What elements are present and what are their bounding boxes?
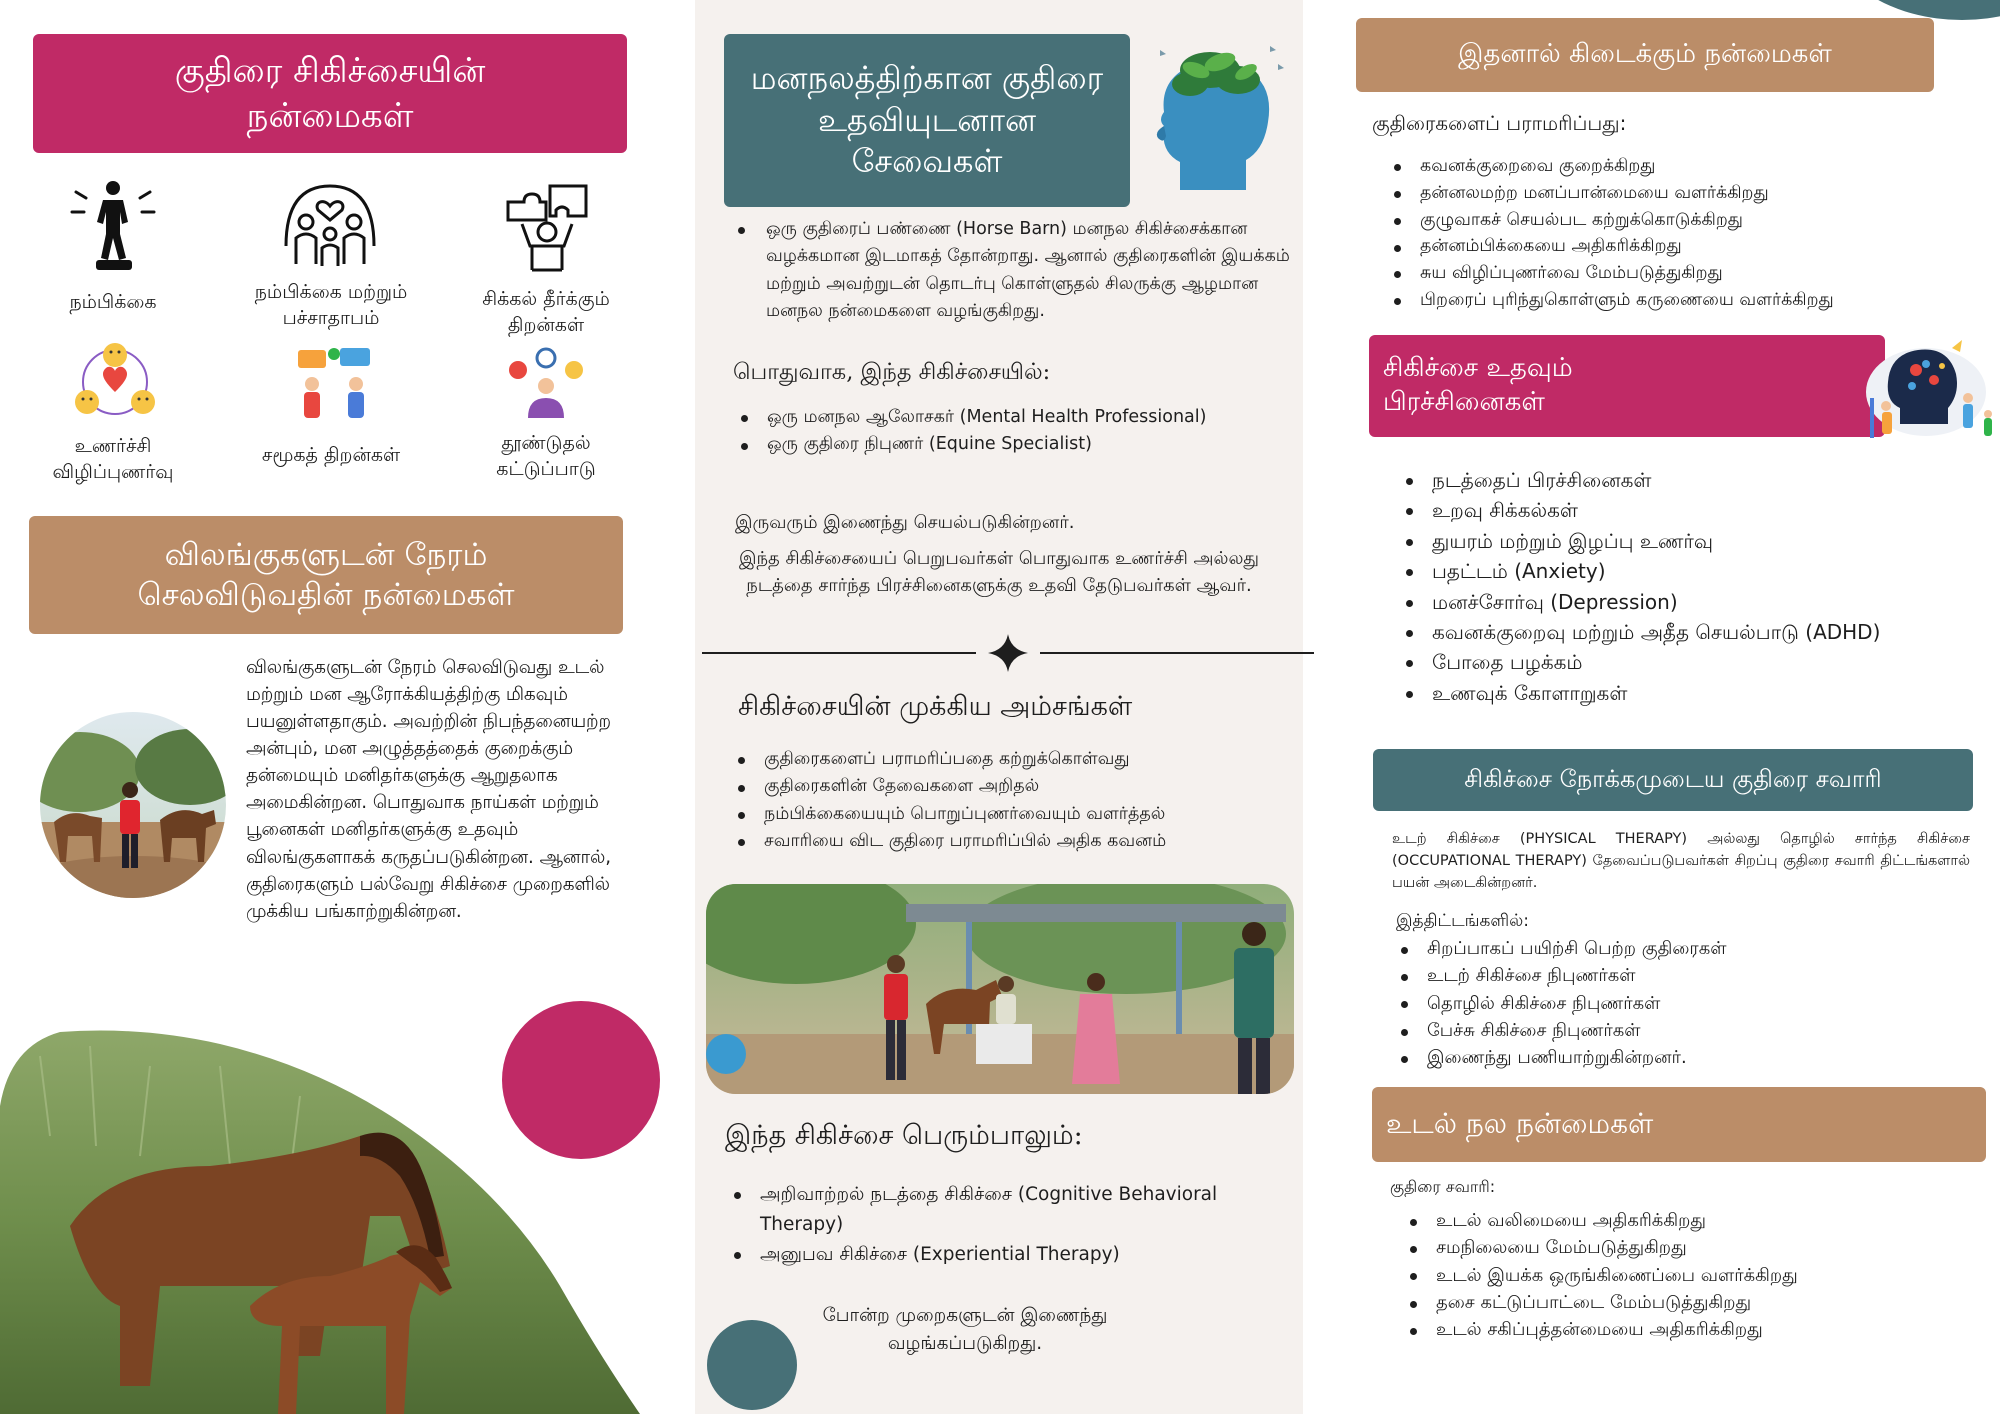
together-text: இருவரும் இணைந்து செயல்படுகின்றனர். (735, 512, 1075, 533)
role-item: ஒரு மனநல ஆலோசகர் (Mental Health Professional) (733, 404, 1293, 431)
physical-item: உடல் சகிப்புத்தன்மையை அதிகரிக்கிறது (1402, 1316, 1982, 1343)
animals-paragraph: விலங்குகளுடன் நேரம் செலவிடுவது உடல் மற்றும் மன ஆரோக்கியத்திற்கு மிகவும் பயனுள்ளதாகும். அவற்றின் நிபந்தனையற்ற அன்பும், மன அழுத்தத்தைக் குறைக்கும் தன்மையும் மனிதர்களுக்கு ஆறுதலாக அமைகின்றன. பொதுவாக நாய்கள் மற்றும் பூனைகள் மனிதர்களுக்கு உதவும் விலங்குகளாகக் கருதப்படுகின்றன. ஆனால், குதிரைகளும் பல்வேறு சிகிச்சை முறைகளில் முக்கிய பங்காற்றுகின்றன. (246, 657, 612, 922)
riding-title: சிகிச்சை நோக்கமுடைய குதிரை சவாரி (1373, 749, 1973, 811)
key-item: குதிரைகளின் தேவைகளை அறிதல் (730, 773, 1310, 800)
issue-item: துயரம் மற்றும் இழப்பு உணர்வு (1398, 526, 1988, 556)
program-item: சிறப்பாகப் பயிற்சி பெற்ற குதிரைகள் (1393, 935, 1973, 962)
benefits-title: குதிரை சிகிச்சையின் நன்மைகள் (33, 34, 627, 153)
services-title: மனநலத்திற்கான குதிரை உதவியுடனான சேவைகள் (724, 34, 1130, 207)
physical-list (1402, 1207, 1982, 1344)
riding-text: உடற் சிகிச்சை (PHYSICAL THERAPY) அல்லது தொழில் சார்ந்த சிகிச்சை (OCCUPATIONAL THERAPY) தேவைப்படுபவர்கள் சிறப்பு குதிரை சவாரி திட்டங்களால் பயன் அடைகின்றனர். (1392, 831, 1970, 891)
physical-item: உடல் வலிமையை அதிகரிக்கிறது (1402, 1207, 1982, 1234)
people-chat-icon (294, 346, 374, 422)
horses-photo (40, 712, 226, 898)
caring-item: கவனக்குறைவை குறைக்கிறது (1386, 153, 1986, 180)
methods-list (726, 1180, 1266, 1270)
mind-leaves-icon (1150, 40, 1288, 200)
key-list (730, 746, 1310, 855)
combined-text: போன்ற முறைகளுடன் இணைந்து வழங்கப்படுகிறது. (822, 1305, 1108, 1354)
issue-item: உணவுக் கோளாறுகள் (1398, 678, 1988, 708)
issue-item: நடத்தைப் பிரச்சினைகள் (1398, 465, 1988, 495)
icon-label-confidence: நம்பிக்கை (69, 291, 157, 313)
key-item: குதிரைகளைப் பராமரிப்பதை கற்றுக்கொள்வது (730, 746, 1310, 773)
caring-list (1386, 153, 1986, 314)
issue-item: பதட்டம் (Anxiety) (1398, 556, 1988, 586)
riding-label: குதிரை சவாரி: (1390, 1177, 1496, 1196)
gains-title: இதனால் கிடைக்கும் நன்மைகள் (1356, 18, 1934, 92)
person-on-podium-icon (68, 174, 158, 274)
caring-item: குழுவாகச் செயல்பட கற்றுக்கொடுக்கிறது (1386, 207, 1986, 234)
issue-item: போதை பழக்கம் (1398, 647, 1988, 677)
icon-label-problem-solving: சிக்கல் தீர்க்கும் திறன்கள் (482, 288, 610, 336)
key-item: நம்பிக்கையையும் பொறுப்புணர்வையும் வளர்த்தல் (730, 801, 1310, 828)
barn-group-photo (706, 884, 1294, 1094)
emotion-faces-icon (72, 340, 158, 424)
issues-list (1398, 465, 1988, 708)
method-item: அறிவாற்றல் நடத்தை சிகிச்சை (Cognitive Behavioral Therapy) (726, 1180, 1266, 1240)
programs-label: இத்திட்டங்களில்: (1396, 911, 1529, 931)
physical-title: உடல் நல நன்மைகள் (1372, 1087, 1986, 1162)
generally-heading: பொதுவாக, இந்த சிகிச்சையில்: (733, 359, 1051, 385)
issue-item: கவனக்குறைவு மற்றும் அதீத செயல்பாடு (ADHD) (1398, 617, 1988, 647)
program-item: உடற் சிகிச்சை நிபுணர்கள் (1393, 962, 1973, 989)
roles-list (733, 404, 1293, 459)
role-item: ஒரு குதிரை நிபுணர் (Equine Specialist) (733, 431, 1293, 458)
method-item: அனுபவ சிகிச்சை (Experiential Therapy) (726, 1240, 1266, 1270)
issue-item: மனச்சோர்வு (Depression) (1398, 587, 1988, 617)
caring-item: பிறரைப் புரிந்துகொள்ளும் கருணையை வளர்க்கிறது (1386, 287, 1986, 314)
mare-foal-photo (0, 1026, 665, 1414)
physical-item: சமநிலையை மேம்படுத்துகிறது (1402, 1234, 1982, 1261)
family-heart-icon (278, 176, 382, 272)
teal-decor-circle (707, 1320, 797, 1410)
teal-corner-decor (1832, 0, 2000, 20)
brain-people-icon (1856, 328, 1998, 440)
icon-label-trust-empathy: நம்பிக்கை மற்றும் பச்சாதாபம் (254, 281, 408, 329)
icon-label-impulse-control: தூண்டுதல் கட்டுப்பாடு (496, 432, 596, 480)
physical-item: உடல் இயக்க ஒருங்கிணைப்பை வளர்க்கிறது (1402, 1262, 1982, 1289)
divider-star (702, 632, 1314, 674)
program-item: பேச்சு சிகிச்சை நிபுணர்கள் (1393, 1017, 1973, 1044)
caring-item: தன்னலமற்ற மனப்பான்மையை வளர்க்கிறது (1386, 180, 1986, 207)
icon-label-social-skills: சமூகத் திறன்கள் (261, 444, 401, 466)
key-item: சவாரியை விட குதிரை பராமரிப்பில் அதிக கவனம் (730, 828, 1310, 855)
puzzle-person-icon (502, 180, 592, 276)
caring-item: சுய விழிப்புணர்வை மேம்படுத்துகிறது (1386, 260, 1986, 287)
program-item: தொழில் சிகிச்சை நிபுணர்கள் (1393, 990, 1973, 1017)
program-item: இணைந்து பணியாற்றுகின்றனர். (1393, 1044, 1973, 1071)
icon-label-emotional-awareness: உணர்ச்சி விழிப்புணர்வு (52, 435, 174, 483)
issues-title: சிகிச்சை உதவும் பிரச்சினைகள் (1369, 335, 1885, 437)
key-heading: சிகிச்சையின் முக்கிய அம்சங்கள் (738, 691, 1133, 722)
physical-item: தசை கட்டுப்பாட்டை மேம்படுத்துகிறது (1402, 1289, 1982, 1316)
barn-list (730, 216, 1290, 325)
caring-item: தன்னம்பிக்கையை அதிகரிக்கிறது (1386, 233, 1986, 260)
recipients-text: இந்த சிகிச்சையைப் பெறுபவர்கள் பொதுவாக உணர்ச்சி அல்லது நடத்தை சார்ந்த பிரச்சினைகளுக்கு உதவி தேடுபவர்கள் ஆவர். (738, 548, 1260, 596)
mostly-heading: இந்த சிகிச்சை பெரும்பாலும்: (725, 1120, 1083, 1151)
barn-text: ஒரு குதிரைப் பண்ணை (Horse Barn) மனநல சிகிச்சைக்கான வழக்கமான இடமாகத் தோன்றாது. ஆனால் குதிரைகளின் இயக்கம் மற்றும் அவற்றுடன் தொடர்பு கொள்ளுதல் சிலருக்கு ஆழமான மனநல நன்மைகளை வழங்குகிறது. (730, 216, 1290, 325)
programs-list (1393, 935, 1973, 1072)
animals-title: விலங்குகளுடன் நேரம் செலவிடுவதின் நன்மைகள் (29, 516, 623, 634)
person-mood-icon (506, 346, 586, 422)
caring-label: குதிரைகளைப் பராமரிப்பது: (1372, 111, 1627, 135)
issue-item: உறவு சிக்கல்கள் (1398, 495, 1988, 525)
